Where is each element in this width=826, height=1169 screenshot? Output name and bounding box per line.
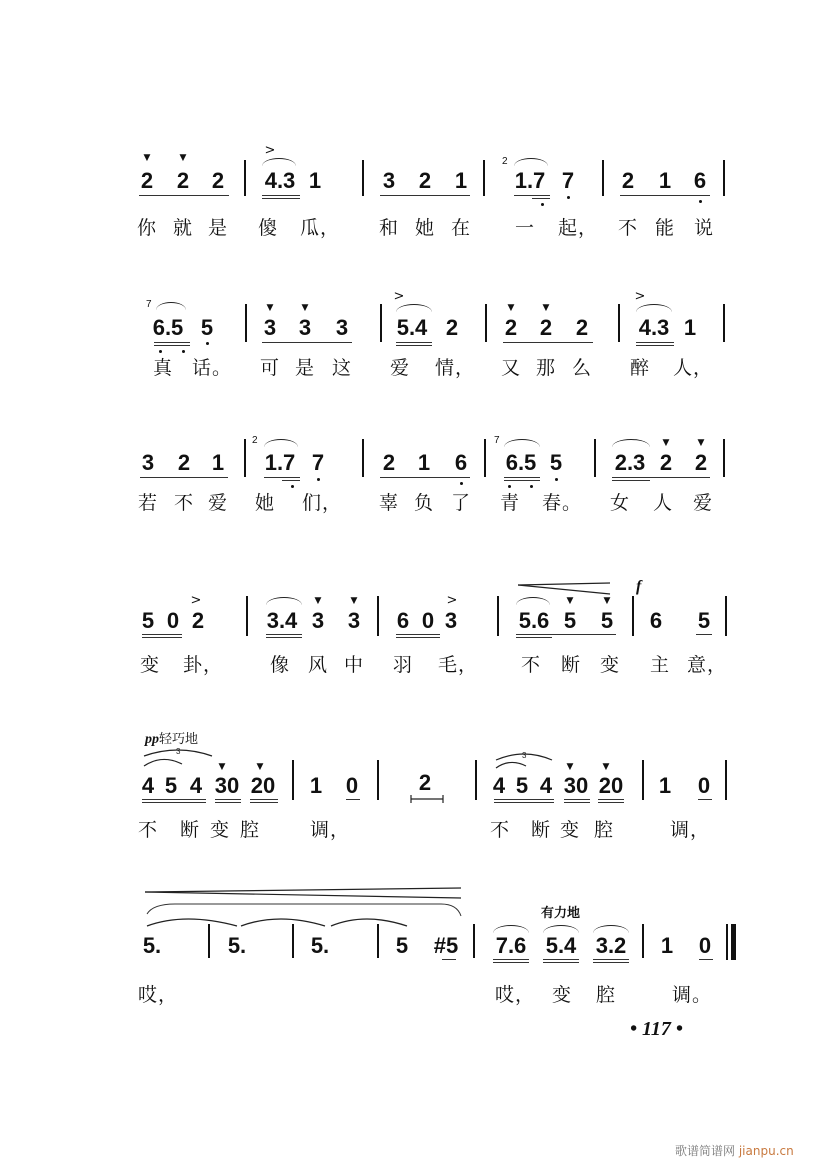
note: 3.2	[595, 933, 627, 958]
lyric: 可	[259, 357, 281, 379]
lyric: 就	[172, 217, 194, 239]
note: 1	[309, 773, 323, 798]
bar-line	[642, 760, 644, 800]
lyric: 话。	[191, 357, 233, 379]
lyric: 这	[331, 357, 353, 379]
lyric: 爱	[692, 492, 714, 514]
bar-line	[377, 760, 379, 800]
bar-line	[725, 760, 727, 800]
lyric: 断	[560, 654, 582, 676]
note: 2	[211, 168, 225, 193]
extension-bracket	[410, 794, 444, 804]
note: 5.	[142, 933, 162, 958]
note: 3	[141, 450, 155, 475]
note: 0	[698, 933, 712, 958]
bar-line	[723, 160, 725, 196]
note: 4	[141, 773, 155, 798]
note: 3	[298, 315, 312, 340]
bar-line	[292, 924, 294, 958]
note: 5.6	[518, 608, 550, 633]
bar-line	[246, 596, 248, 636]
lyric: 能	[654, 217, 676, 239]
bar-line	[642, 924, 644, 958]
note: 5	[395, 933, 409, 958]
lyric: 不	[520, 654, 542, 676]
lyric: 说	[693, 217, 715, 239]
lyric: 哎，	[494, 984, 536, 1006]
lyric: 变	[599, 654, 621, 676]
note: 5.4	[545, 933, 577, 958]
note: 3	[335, 315, 349, 340]
triplet-bracket	[142, 746, 214, 770]
final-bar-line-thick	[731, 924, 736, 960]
bar-line	[723, 304, 725, 342]
note: 6	[649, 608, 663, 633]
note: 6.5	[152, 315, 184, 340]
lyric: 真	[152, 357, 174, 379]
dynamic-forte: f	[636, 578, 642, 595]
note: 2	[504, 315, 518, 340]
bar-line	[602, 160, 604, 196]
lyric: 醉	[629, 357, 651, 379]
note: 1	[308, 168, 322, 193]
note: #5	[433, 933, 459, 958]
lyric: 意，	[686, 654, 728, 676]
lyric: 腔	[593, 819, 615, 841]
note: 3	[347, 608, 361, 633]
note: 0	[697, 773, 711, 798]
note: 4	[539, 773, 553, 798]
lyric: 像	[269, 654, 291, 676]
bar-line	[485, 304, 487, 342]
lyric: 了	[450, 492, 472, 514]
expression-text: 有力地	[541, 906, 581, 921]
note: 20	[250, 773, 276, 798]
bar-line	[208, 924, 210, 958]
note: 7.6	[495, 933, 527, 958]
note: 2	[575, 315, 589, 340]
slur	[156, 302, 186, 310]
lyric: 瓜，	[299, 217, 341, 239]
note: 2	[621, 168, 635, 193]
lyric: 又	[500, 357, 522, 379]
bar-line	[245, 304, 247, 342]
staccato-mark: ▼	[143, 153, 151, 163]
note: 5	[563, 608, 577, 633]
page-number: • 117 •	[630, 1018, 683, 1040]
note: 0	[421, 608, 435, 633]
note: 7	[561, 168, 575, 193]
note: 2	[445, 315, 459, 340]
lyric: 主	[649, 654, 671, 676]
note: 1	[660, 933, 674, 958]
note: 4	[492, 773, 506, 798]
lyric: 青	[499, 492, 521, 514]
lyric: 们，	[301, 492, 343, 514]
lyric: 毛，	[437, 654, 479, 676]
note: 2	[177, 450, 191, 475]
lyric: 你	[136, 217, 158, 239]
lyric: 爱	[207, 492, 229, 514]
note: 5	[141, 608, 155, 633]
note: 0	[345, 773, 359, 798]
lyric: 么	[571, 357, 593, 379]
lyric: 那	[535, 357, 557, 379]
lyric: 是	[207, 217, 229, 239]
lyric: 变	[551, 984, 573, 1006]
note: 1	[417, 450, 431, 475]
lyric: 调，	[309, 819, 351, 841]
svg-text:3: 3	[176, 747, 181, 756]
svg-text:3: 3	[522, 751, 527, 760]
score-system-4: > 5 0 2 ▼ ▼ 3.4 3 3 > 6 0 3 ▼ ▼ 5.6 5 5 f 6 5 变 卦， 像 风 中 羽 毛， 不 断 变 主 意，	[139, 578, 728, 676]
note: 5	[549, 450, 563, 475]
note: 5.4	[396, 315, 428, 340]
slur	[514, 158, 548, 166]
note: 2	[176, 168, 190, 193]
lyric: 是	[294, 357, 316, 379]
lyric: 断	[179, 819, 201, 841]
tie-slurs	[145, 914, 435, 930]
lyric: 傻	[257, 217, 279, 239]
lyric: 女	[609, 492, 631, 514]
note: 7	[311, 450, 325, 475]
watermark-url: jianpu.cn	[738, 1144, 794, 1158]
bar-line	[632, 596, 634, 636]
bar-line	[594, 439, 596, 477]
note: 30	[563, 773, 589, 798]
lyric: 不	[489, 819, 511, 841]
lyric: 情，	[434, 357, 476, 379]
lyric: 若	[137, 492, 159, 514]
note: 1	[658, 773, 672, 798]
note: 2	[191, 608, 205, 633]
note: 6.5	[505, 450, 537, 475]
bar-line	[362, 439, 364, 477]
note: 5.	[227, 933, 247, 958]
score-system-2: 7 6.5 5 ▼ ▼ 3 3 3 > 5.4 2 ▼ ▼ 2 2 2 > 4.3 1 真 话。 可 是 这 爱 情， 又 那 么 醉 人，	[0, 290, 826, 410]
bar-line	[483, 160, 485, 196]
bar-line	[725, 596, 727, 636]
note: 4.3	[638, 315, 670, 340]
note: 2.3	[614, 450, 646, 475]
note: 5	[200, 315, 214, 340]
lyric: 她	[254, 492, 276, 514]
bar-line	[473, 924, 475, 958]
bar-line	[723, 439, 725, 477]
note: 2	[418, 168, 432, 193]
note: 5	[600, 608, 614, 633]
note: 1.7	[264, 450, 296, 475]
bar-line	[484, 439, 486, 477]
lyric: 人，	[672, 357, 714, 379]
score-system-6	[0, 880, 826, 1006]
note: 5	[515, 773, 529, 798]
lyric: 负	[413, 492, 435, 514]
bar-line	[618, 304, 620, 342]
bar-line	[377, 924, 379, 958]
bar-line	[377, 596, 379, 636]
lyric: 她	[414, 217, 436, 239]
note: 2	[694, 450, 708, 475]
note: 4	[189, 773, 203, 798]
note: 2	[539, 315, 553, 340]
bar-line	[497, 596, 499, 636]
grace-note: 7	[146, 299, 152, 310]
note: 1	[683, 315, 697, 340]
lyric: 人	[652, 492, 674, 514]
bar-line	[244, 439, 246, 477]
triplet-bracket	[494, 750, 554, 772]
accent-mark: >	[264, 143, 276, 158]
lyric: 辜	[378, 492, 400, 514]
watermark-site-name: 歌谱简谱网	[675, 1144, 736, 1158]
lyric: 断	[530, 819, 552, 841]
bar-line	[475, 760, 477, 800]
lyric: 腔	[595, 984, 617, 1006]
score-system-5: pp轻巧地 3 ▼ ▼ 4 5 4 30 20 1 0 2 3 ▼ ▼ 4 5 4 30 20 1 0 不 断 变 腔 调， 不 断 变 腔 调，	[0, 720, 826, 840]
note: 1	[658, 168, 672, 193]
note: 3.4	[266, 608, 298, 633]
note: 2	[382, 450, 396, 475]
note: 6	[396, 608, 410, 633]
note: 2	[418, 770, 432, 795]
note: 5.	[310, 933, 330, 958]
lyric: 和	[378, 217, 400, 239]
lyric: 不	[617, 217, 639, 239]
lyric: 风	[307, 654, 329, 676]
note: 3	[311, 608, 325, 633]
lyric: 卦，	[182, 654, 224, 676]
lyric: 变	[559, 819, 581, 841]
note: 0	[166, 608, 180, 633]
bar-line	[380, 304, 382, 342]
lyric: 羽	[392, 654, 414, 676]
final-bar-line	[726, 924, 728, 960]
note: 1	[454, 168, 468, 193]
bar-line	[244, 160, 246, 196]
note: 5	[697, 608, 711, 633]
lyric: 在	[450, 217, 472, 239]
note: 20	[598, 773, 624, 798]
lyric: 起，	[557, 217, 599, 239]
note: 6	[693, 168, 707, 193]
lyric: 中	[343, 654, 365, 676]
note: 3	[263, 315, 277, 340]
lyric: 腔	[239, 819, 261, 841]
note: 5	[164, 773, 178, 798]
lyric: 一	[514, 217, 536, 239]
note: 1.7	[514, 168, 546, 193]
lyric: 变	[139, 654, 161, 676]
note: 3	[444, 608, 458, 633]
note: 1	[211, 450, 225, 475]
score-system-3: 3 2 1 2 1.7 7 2 1 6 7 6.5 5 ▼ ▼ 2.3 2 2 若 不 爱 她 们， 辜 负 了 青 春。 女 人 爱	[0, 425, 826, 545]
lyric: 春。	[541, 492, 583, 514]
grace-note: 2	[252, 435, 258, 446]
bar-line	[362, 160, 364, 196]
note: 30	[214, 773, 240, 798]
lyric: 变	[209, 819, 231, 841]
watermark	[675, 1142, 794, 1159]
slur	[262, 158, 296, 166]
lyric: 哎，	[137, 984, 179, 1006]
staccato-mark: ▼	[179, 153, 187, 163]
note: 4.3	[264, 168, 296, 193]
lyric: 不	[173, 492, 195, 514]
lyric: 调，	[669, 819, 711, 841]
grace-note: 2	[502, 156, 508, 167]
note: 2	[659, 450, 673, 475]
bar-line	[292, 760, 294, 800]
grace-note: 7	[494, 435, 500, 446]
expression-text: pp轻巧地	[145, 732, 199, 747]
note: 2	[140, 168, 154, 193]
note: 6	[454, 450, 468, 475]
note: 3	[382, 168, 396, 193]
score-system-1	[0, 140, 826, 260]
lyric: 爱	[389, 357, 411, 379]
lyric: 调。	[671, 984, 713, 1006]
lyric: 不	[137, 819, 159, 841]
